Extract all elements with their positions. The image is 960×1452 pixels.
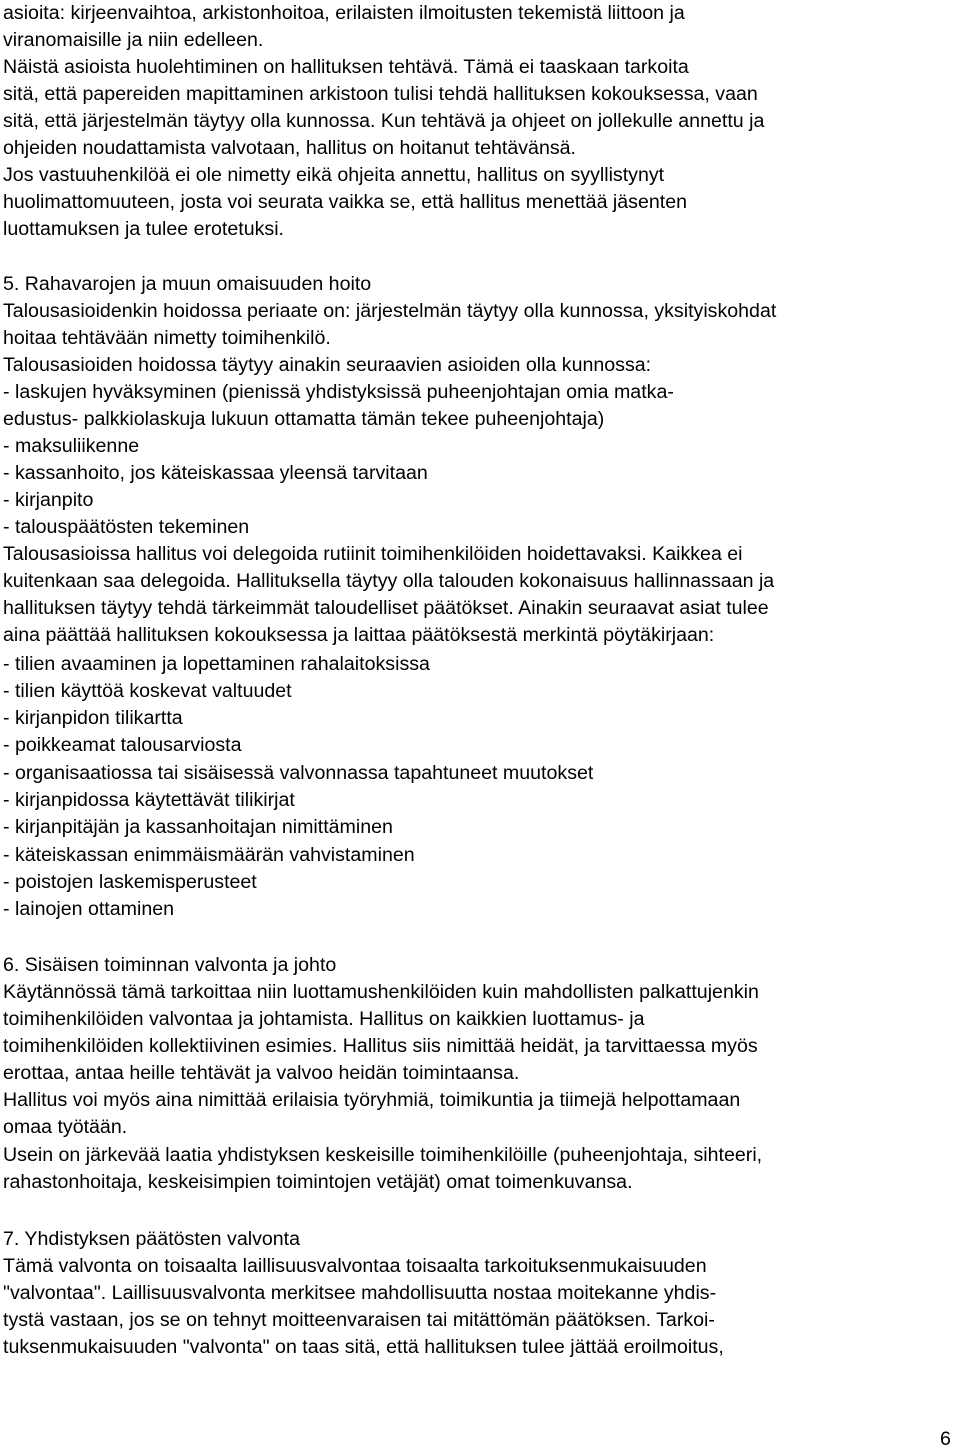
list-item: - talouspäätösten tekeminen bbox=[3, 516, 250, 538]
document-page bbox=[3, 0, 958, 1451]
text-line: "valvontaa". Laillisuusvalvonta merkitsee mahdollisuutta nostaa moitekanne yhdis- bbox=[3, 1282, 717, 1304]
text-line: Tämä valvonta on toisaalta laillisuusvalvontaa toisaalta tarkoituksenmukaisuuden bbox=[3, 1255, 707, 1277]
list-item: - käteiskassan enimmäismäärän vahvistaminen bbox=[3, 844, 415, 866]
text-line: luottamuksen ja tulee erotetuksi. bbox=[3, 218, 284, 240]
text-line: toimihenkilöiden valvontaa ja johtamista. Hallitus on kaikkien luottamus- ja bbox=[3, 1008, 645, 1030]
text-line: ohjeiden noudattamista valvotaan, hallitus on hoitanut tehtävänsä. bbox=[3, 137, 576, 159]
text-line: edustus- palkkiolaskuja lukuun ottamatta tämän tekee puheenjohtaja) bbox=[3, 408, 605, 430]
text-line: viranomaisille ja niin edelleen. bbox=[3, 29, 264, 51]
text-line: Talousasioissa hallitus voi delegoida rutiinit toimihenkilöiden hoidettavaksi. Kaikkea ei bbox=[3, 543, 743, 565]
text-line: toimihenkilöiden kollektiivinen esimies. Hallitus siis nimittää heidät, ja tarvittaessa myös bbox=[3, 1035, 758, 1057]
text-line: kuitenkaan saa delegoida. Hallituksella täytyy olla talouden kokonaisuus hallinnassaan ja bbox=[3, 570, 775, 592]
text-line: Talousasioidenkin hoidossa periaate on: järjestelmän täytyy olla kunnossa, yksityiskohdat bbox=[3, 300, 777, 322]
text-line: Käytännössä tämä tarkoittaa niin luottamushenkilöiden kuin mahdollisten palkattujenkin bbox=[3, 981, 759, 1003]
list-item: - poikkeamat talousarviosta bbox=[3, 734, 242, 756]
list-item: - tilien avaaminen ja lopettaminen rahalaitoksissa bbox=[3, 653, 430, 675]
page-number: 6 bbox=[940, 1428, 951, 1450]
text-line: Hallitus voi myös aina nimittää erilaisia työryhmiä, toimikuntia ja tiimejä helpottamaan bbox=[3, 1089, 741, 1111]
text-line: Jos vastuuhenkilöä ei ole nimetty eikä ohjeita annettu, hallitus on syyllistynyt bbox=[3, 164, 665, 186]
section-heading: 7. Yhdistyksen päätösten valvonta bbox=[3, 1228, 301, 1250]
text-line: erottaa, antaa heille tehtävät ja valvoo heidän toimintaansa. bbox=[3, 1062, 520, 1084]
text-line: Usein on järkevää laatia yhdistyksen keskeisille toimihenkilöille (puheenjohtaja, sihteeri, bbox=[3, 1144, 763, 1166]
list-item: - maksuliikenne bbox=[3, 435, 140, 457]
text-line: Talousasioiden hoidossa täytyy ainakin seuraavien asioiden olla kunnossa: bbox=[3, 354, 652, 376]
text-line: Näistä asioista huolehtiminen on hallituksen tehtävä. Tämä ei taaskaan tarkoita bbox=[3, 56, 689, 78]
text-line: hallituksen täytyy tehdä tärkeimmät taloudelliset päätökset. Ainakin seuraavat asiat tulee bbox=[3, 597, 769, 619]
list-item: - kirjanpidon tilikartta bbox=[3, 707, 183, 729]
list-item: - organisaatiossa tai sisäisessä valvonnassa tapahtuneet muutokset bbox=[3, 762, 594, 784]
text-line: tuksenmukaisuuden "valvonta" on taas sitä, että hallituksen tulee jättää eroilmoitus, bbox=[3, 1336, 724, 1358]
list-item: - poistojen laskemisperusteet bbox=[3, 871, 257, 893]
text-line: aina päättää hallituksen kokouksessa ja laittaa päätöksestä merkintä pöytäkirjaan: bbox=[3, 624, 715, 646]
text-line: asioita: kirjeenvaihtoa, arkistonhoitoa, erilaisten ilmoitusten tekemistä liittoon ja bbox=[3, 2, 685, 24]
list-item: - laskujen hyväksyminen (pienissä yhdistyksissä puheenjohtajan omia matka- bbox=[3, 381, 674, 403]
list-item: - kirjanpitäjän ja kassanhoitajan nimittäminen bbox=[3, 816, 393, 838]
text-line: rahastonhoitaja, keskeisimpien toimintojen vetäjät) omat toimenkuvansa. bbox=[3, 1171, 633, 1193]
section-heading: 6. Sisäisen toiminnan valvonta ja johto bbox=[3, 954, 337, 976]
text-line: sitä, että järjestelmän täytyy olla kunnossa. Kun tehtävä ja ohjeet on jollekulle annettu ja bbox=[3, 110, 765, 132]
text-line: huolimattomuuteen, josta voi seurata vaikka se, että hallitus menettää jäsenten bbox=[3, 191, 688, 213]
list-item: - kirjanpito bbox=[3, 489, 94, 511]
section-heading: 5. Rahavarojen ja muun omaisuuden hoito bbox=[3, 273, 372, 295]
text-line: omaa työtään. bbox=[3, 1116, 128, 1138]
list-item: - kassanhoito, jos käteiskassaa yleensä tarvitaan bbox=[3, 462, 428, 484]
text-line: hoitaa tehtävään nimetty toimihenkilö. bbox=[3, 327, 331, 349]
list-item: - tilien käyttöä koskevat valtuudet bbox=[3, 680, 292, 702]
text-line: sitä, että papereiden mapittaminen arkistoon tulisi tehdä hallituksen kokouksessa, vaan bbox=[3, 83, 758, 105]
text-line: tystä vastaan, jos se on tehnyt moitteenvaraisen tai mitättömän päätöksen. Tarkoi- bbox=[3, 1309, 715, 1331]
list-item: - kirjanpidossa käytettävät tilikirjat bbox=[3, 789, 295, 811]
list-item: - lainojen ottaminen bbox=[3, 898, 175, 920]
